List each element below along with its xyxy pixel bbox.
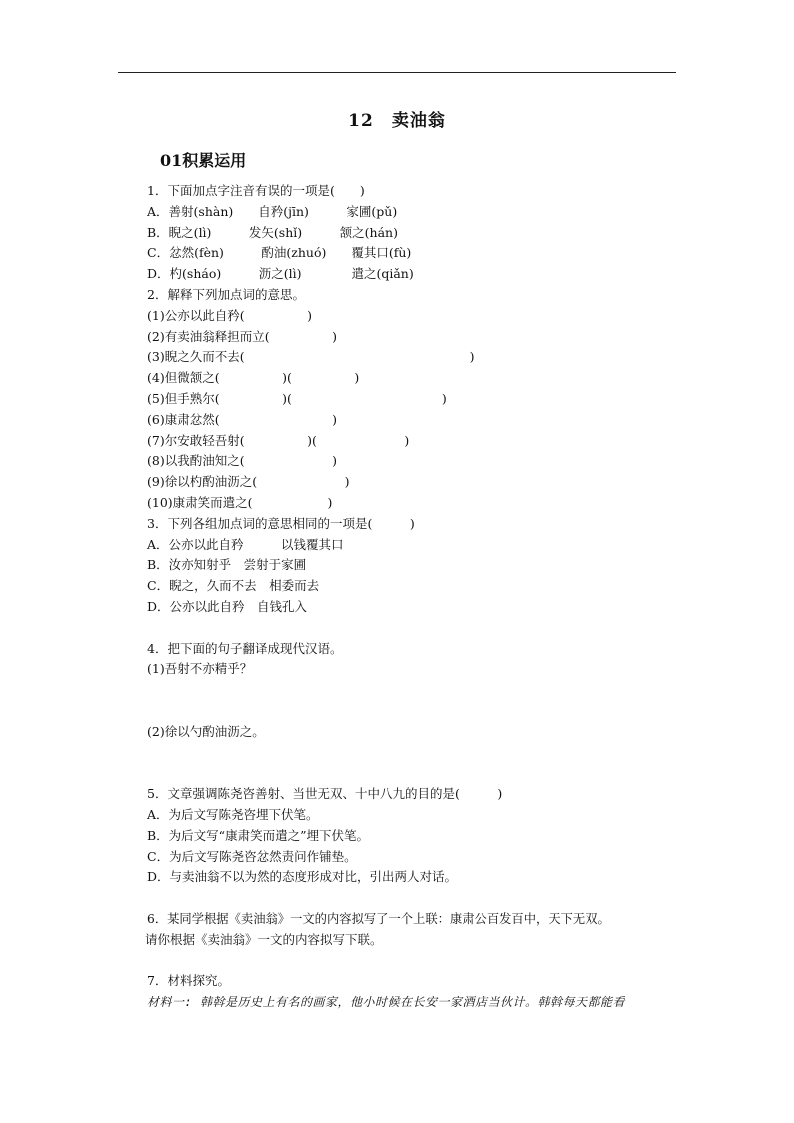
q5-stem: 5．文章强调陈尧咨善射、当世无双、十中八九的目的是( ) — [147, 786, 503, 802]
lesson-title: 卖油翁 — [391, 111, 446, 131]
spacer — [147, 888, 687, 909]
worksheet-body — [147, 181, 687, 1013]
q7-stem: 7．材料探究。 — [147, 973, 230, 989]
q5-option-b: B．为后文写“康肃笑而遣之”埋下伏笔。 — [147, 827, 369, 843]
page-title — [0, 106, 794, 131]
q5-option-c: C．为后文写陈尧咨忿然责问作铺垫。 — [147, 848, 357, 864]
q2-item-2: (2)有卖油翁释担而立( ) — [147, 328, 337, 344]
q2-item-7: (7)尔安敢轻吾射( )( ) — [147, 432, 410, 448]
spacer — [147, 618, 687, 639]
header-rule — [118, 72, 676, 73]
q3-option-c: C．睨之，久而不去 相委而去 — [147, 578, 320, 594]
q4-item-2: (2)徐以勺酌油沥之。 — [147, 723, 265, 739]
q1-option-a: A．善射(shàn) 自矜(jīn) 家圃(pǔ) — [147, 203, 398, 219]
q4-item-1: (1)吾射不亦精乎？ — [147, 661, 253, 677]
lesson-number: 12 — [348, 111, 374, 131]
q3-stem: 3．下列各组加点词的意思相同的一项是( ) — [147, 515, 415, 531]
q1-stem: 1．下面加点字注音有误的一项是( ) — [147, 183, 365, 198]
answer-space — [147, 743, 687, 785]
section-heading: 01积累运用 — [160, 151, 247, 170]
answer-space — [147, 680, 687, 722]
q6-stem-line-2: 请你根据《卖油翁》一文的内容拟写下联。 — [145, 931, 383, 947]
q2-item-6: (6)康肃忿然( ) — [147, 411, 337, 427]
q2-item-5: (5)但手熟尔( )( ) — [147, 390, 447, 406]
q1-option-c: C．忿然(fèn) 酌油(zhuó) 覆其口(fù) — [147, 245, 412, 261]
q7-material-1: 材料一: 韩斡是历史上有名的画家，他小时候在长安一家酒店当伙计。韩斡每天都能看 — [147, 995, 625, 1010]
q1-option-b: B．睨之(lì) 发矢(shǐ) 颔之(hán) — [147, 224, 398, 240]
q2-item-9: (9)徐以杓酌油沥之( ) — [147, 474, 350, 490]
q2-stem: 2．解释下列加点词的意思。 — [147, 286, 305, 302]
q2-item-1: (1)公亦以此自矜( ) — [147, 307, 312, 323]
q2-item-10: (10)康肃笑而遣之( ) — [147, 494, 333, 510]
q5-option-a: A．为后文写陈尧咨埋下伏笔。 — [147, 806, 319, 822]
spacer — [147, 950, 687, 971]
q3-option-d: D．公亦以此自矜 自钱孔入 — [147, 598, 308, 614]
q4-stem: 4．把下面的句子翻译成现代汉语。 — [147, 640, 343, 656]
q3-option-b: B．汝亦知射乎 尝射于家圃 — [147, 557, 307, 573]
q6-stem-line-1: 6．某同学根据《卖油翁》一文的内容拟写了一个上联：康肃公百发百中，天下无双。 — [147, 911, 610, 926]
q2-item-8: (8)以我酌油知之( ) — [147, 453, 337, 469]
q1-option-d: D．杓(sháo) 沥之(lì) 遣之(qiǎn) — [147, 266, 414, 282]
q3-option-a: A．公亦以此自矜 以钱覆其口 — [147, 536, 344, 552]
q5-option-d: D．与卖油翁不以为然的态度形成对比，引出两人对话。 — [147, 869, 458, 885]
q2-item-4: (4)但微颔之( )( ) — [147, 370, 360, 386]
q2-item-3: (3)睨之久而不去( ) — [147, 349, 475, 365]
